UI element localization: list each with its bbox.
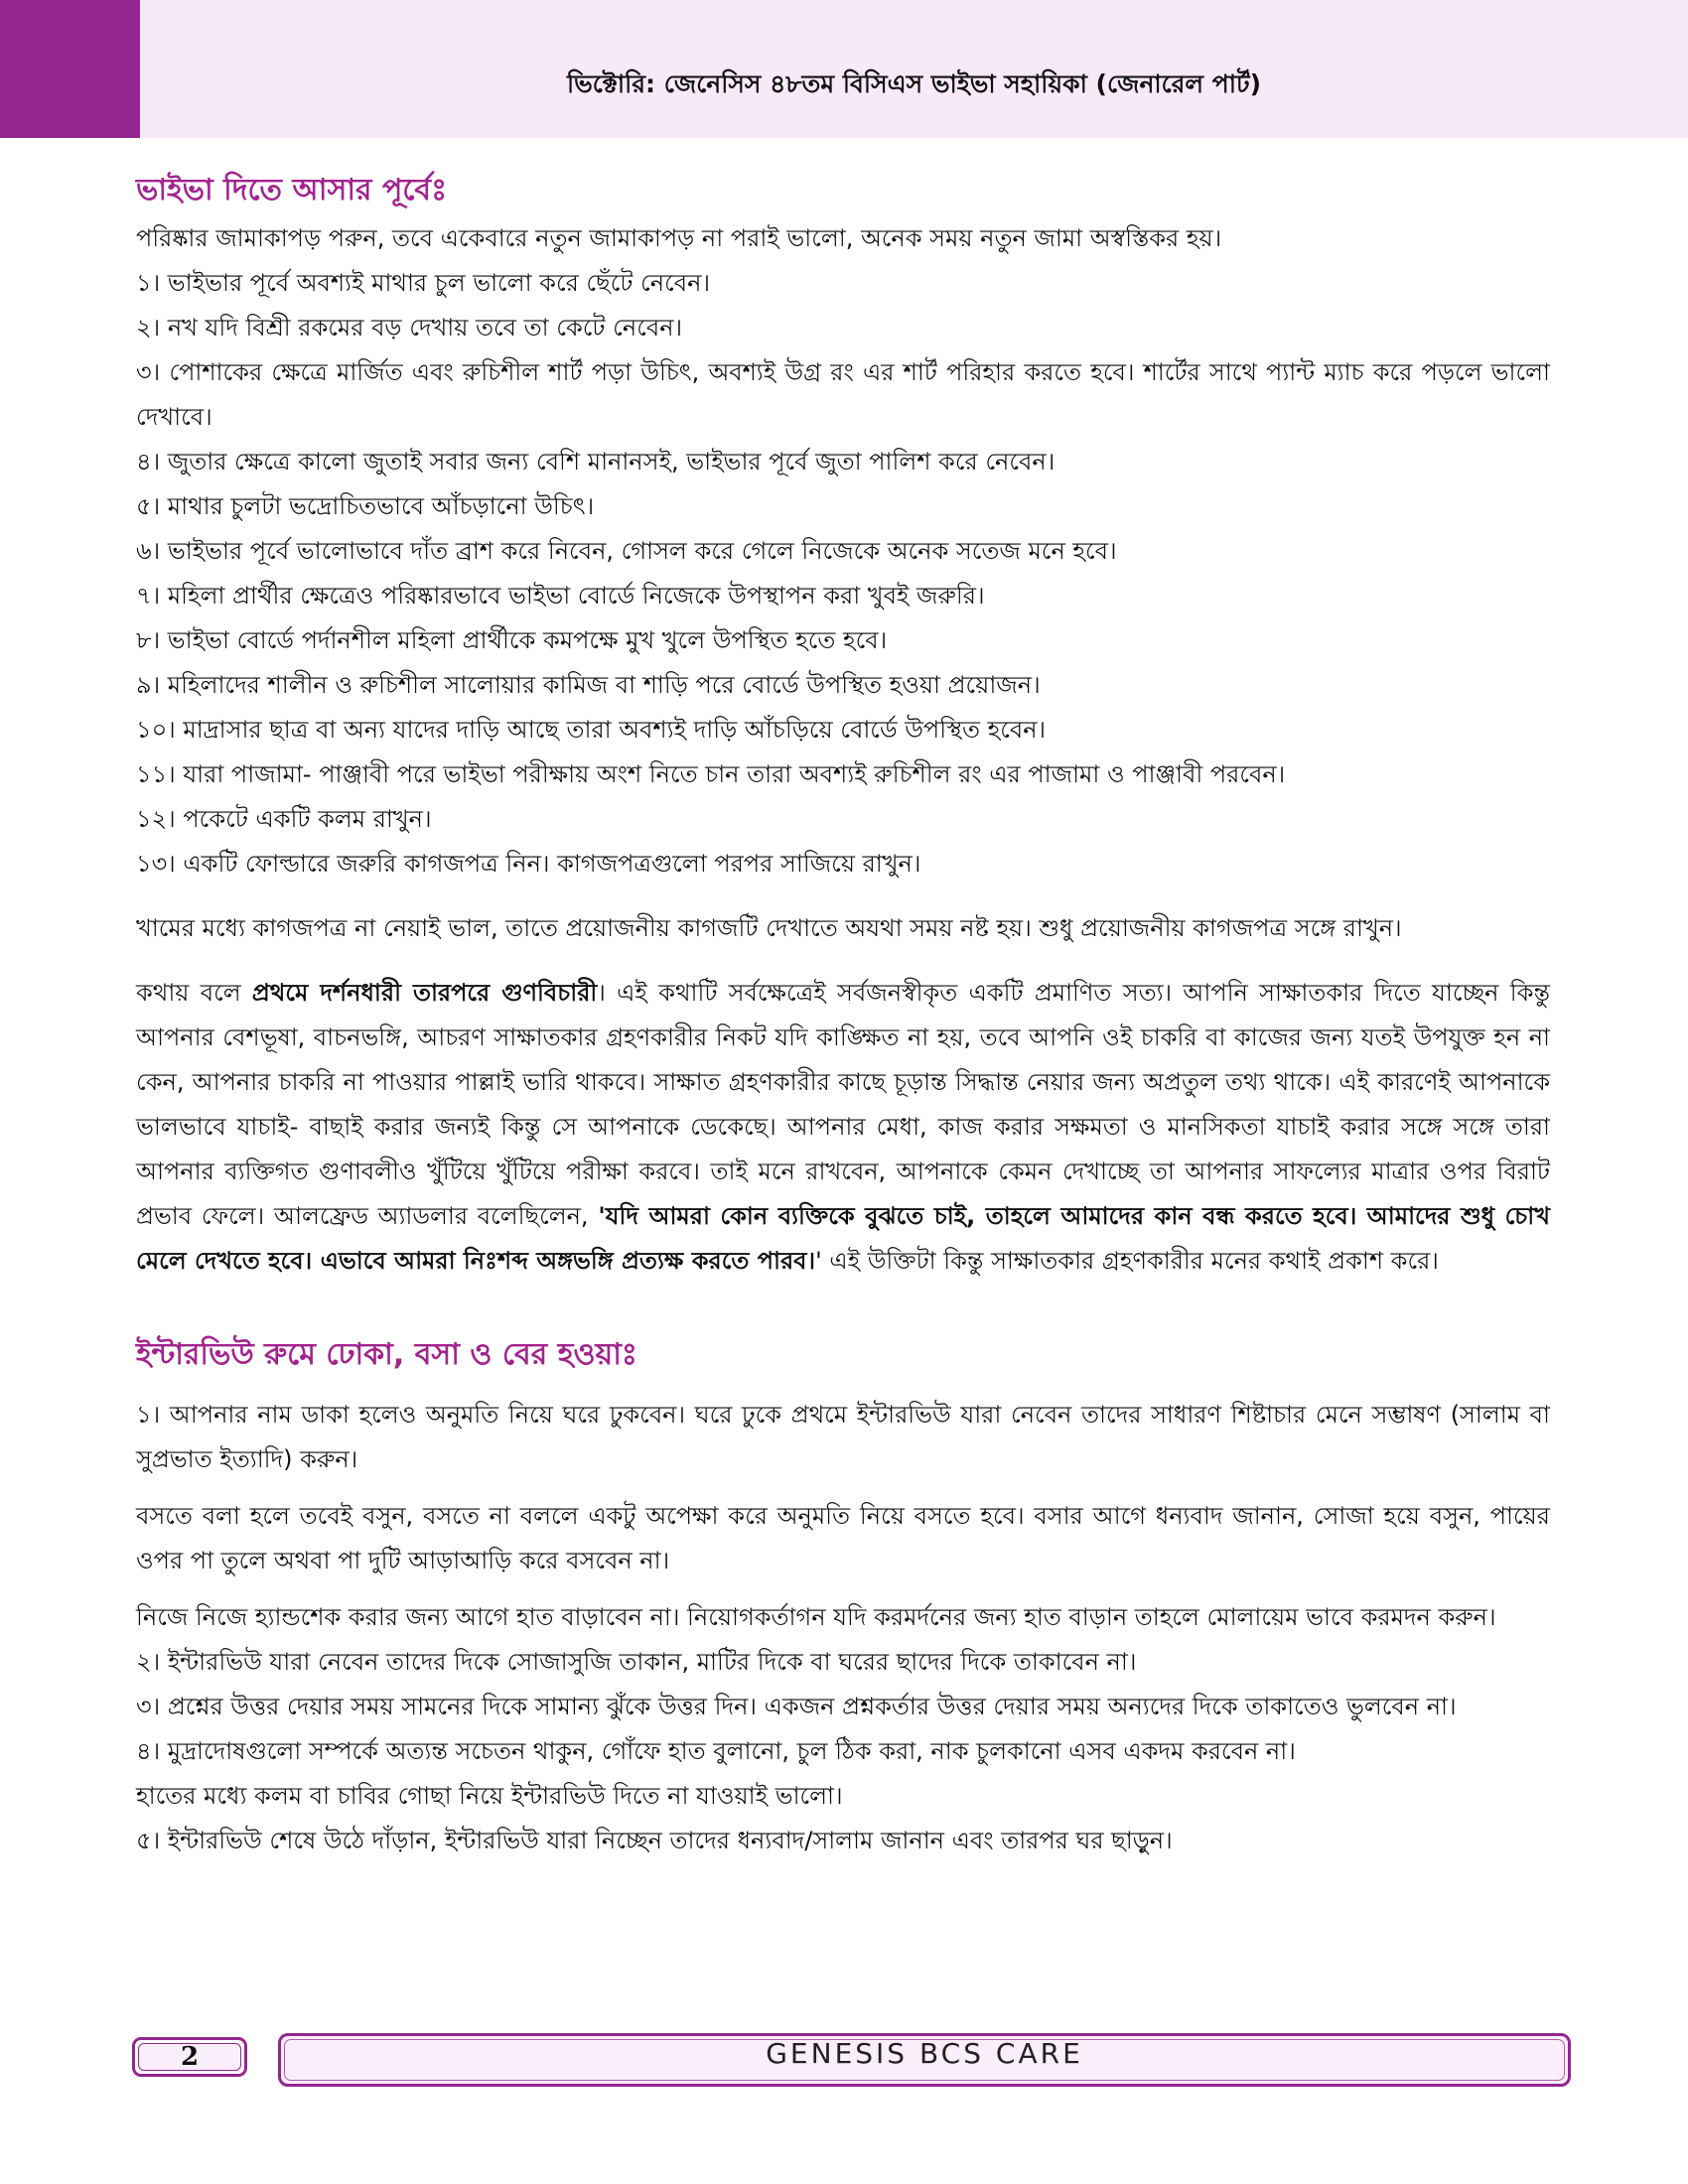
page-header-title: ভিক্টোরি: জেনেসিস ৪৮তম বিসিএস ভাইভা সহায়িকা (জেনারেল পার্ট) <box>566 69 1262 98</box>
header-accent-block <box>0 0 140 138</box>
handshake-paragraph: নিজে নিজে হ্যান্ডশেক করার জন্য আগে হাত বাড়াবেন না। নিয়োগকর্তাগন যদি করমর্দনের জন্য হাত বাড়ান তাহলে মোলায়েম ভাবে করমদন করুন। <box>136 1603 1496 1631</box>
sitting-paragraph: বসতে বলা হলে তবেই বসুন, বসতে না বললে একটু অপেক্ষা করে অনুমতি নিয়ে বসতে হবে। বসার আগে ধন্যবাদ জানান, সোজা হয়ে বসুন, পায়ের ওপর পা তুলে অথবা পা দুটি আড়াআড়ি করে বসবেন না। <box>136 1502 1550 1574</box>
section-heading-interview-room: ইন্টারভিউ রুমে ঢোকা, বসা ও বের হওয়াঃ <box>136 1337 637 1372</box>
list-item: ১। আপনার নাম ডাকা হলেও অনুমতি নিয়ে ঘরে ঢুকবেন। ঘরে ঢুকে প্রথমে ইন্টারভিউ যারা নেবেন তাদের সাধারণ শিষ্টাচার মেনে সম্ভাষণ (সালাম বা সুপ্রভাত ইত্যাদি) করুন। <box>136 1401 1550 1473</box>
footer-banner <box>278 2033 1571 2087</box>
list-item: ৫। ইন্টারভিউ শেষে উঠে দাঁড়ান, ইন্টারভিউ যারা নিচ্ছেন তাদের ধন্যবাদ/সালাম জানান এবং তারপর ঘর ছাড়ুন। <box>136 1827 1173 1854</box>
paragraph-text: কথায় বলে <box>136 979 252 1007</box>
list-item: ৮। ভাইভা বোর্ডে পর্দানশীল মহিলা প্রার্থীকে কমপক্ষে মুখ খুলে উপস্থিত হতে হবে। <box>136 626 888 654</box>
list-item: ৭। মহিলা প্রার্থীর ক্ষেত্রেও পরিষ্কারভাবে ভাইভা বোর্ডে নিজেকে উপস্থাপন করা খুবই জরুরি। <box>136 582 985 610</box>
footer-brand-text: GENESIS BCS CARE <box>766 2036 1083 2070</box>
list-item: ৯। মহিলাদের শালীন ও রুচিশীল সালোয়ার কামিজ বা শাড়ি পরে বোর্ডে উপস্থিত হওয়া প্রয়োজন। <box>136 671 1041 699</box>
intro-paragraph: পরিষ্কার জামাকাপড় পরুন, তবে একেবারে নতুন জামাকাপড় না পরাই ভালো, অনেক সময় নতুন জামা অস্বস্তিকর হয়। <box>136 224 1222 252</box>
list-item: ১। ভাইভার পূর্বে অবশ্যই মাথার চুল ভালো করে ছেঁটে নেবেন। <box>136 269 711 297</box>
envelope-note-paragraph: খামের মধ্যে কাগজপত্র না নেয়াই ভাল, তাতে প্রয়োজনীয় কাগজটি দেখাতে অযথা সময় নষ্ট হয়। শুধু প্রয়োজনীয় কাগজপত্র সঙ্গে রাখুন। <box>136 914 1402 942</box>
list-item: ৪। মুদ্রাদোষগুলো সম্পর্কে অত্যন্ত সচেতন থাকুন, গোঁফে হাত বুলানো, চুল ঠিক করা, নাক চুলকানো এসব একদম করবেন না। <box>136 1737 1296 1765</box>
page-number-box <box>132 2037 247 2077</box>
list-item: ১১। যারা পাজামা- পাঞ্জাবী পরে ভাইভা পরীক্ষায় অংশ নিতে চান তারা অবশ্যই রুচিশীল রং এর পাজামা ও পাঞ্জাবী পরবেন। <box>136 760 1286 788</box>
list-item: ৩। পোশাকের ক্ষেত্রে মার্জিত এবং রুচিশীল শার্ট পড়া উচিৎ, অবশ্যই উগ্র রং এর শার্ট পরিহার করতে হবে। শার্টের সাথে প্যান্ট ম্যাচ করে পড়লে ভালো দেখাবে। <box>136 358 1550 431</box>
proverb-bold-text: প্রথমে দর্শনধারী তারপরে গুণবিচারী <box>251 979 598 1007</box>
page-number: 2 <box>180 2042 200 2072</box>
paragraph-text: । এই কথাটি সর্বক্ষেত্রেই সর্বজনস্বীকৃত একটি প্রমাণিত সত্য। আপনি সাক্ষাতকার দিতে যাচ্ছেন কিন্তু আপনার বেশভূষা, বাচনভঙ্গি, আচরণ সাক্ষাতকার গ্রহণকারীর নিকট যদি কাঙ্ক্ষিত না হয়, তবে আপনি ওই চাকরি বা কাজের জন্য যতই উপযুক্ত হন না কেন, আপনার চাকরি না পাওয়ার পাল্লাই ভারি থাকবে। সাক্ষাত গ্রহণকারীর কাছে চূড়ান্ত সিদ্ধান্ত নেয়ার জন্য অপ্রতুল তথ্য থাকে। এই কারণেই আপনাকে ভালভাবে যাচাই- বাছাই করার জন্যই কিন্তু সে আপনাকে ডেকেছে। আপনার মেধা, কাজ করার সক্ষমতা ও মানসিকতা যাচাই করার সঙ্গে সঙ্গে তারা আপনার ব্যক্তিগত গুণাবলীও খুঁটিয়ে খুঁটিয়ে পরীক্ষা করবে। তাই মনে রাখবেন, আপনাকে কেমন দেখাচ্ছে তা আপনার সাফল্যের মাত্রার ওপর বিরাট প্রভাব ফেলে। আলফ্রেড অ্যাডলার বলেছিলেন, <box>136 979 1550 1230</box>
list-item: ২। নখ যদি বিশ্রী রকমের বড় দেখায় তবে তা কেটে নেবেন। <box>136 314 683 341</box>
list-item: ১০। মাদ্রাসার ছাত্র বা অন্য যাদের দাড়ি আছে তারা অবশ্যই দাড়ি আঁচড়িয়ে বোর্ডে উপস্থিত হবেন। <box>136 716 1047 744</box>
page-content <box>136 165 1550 1863</box>
list-item: ৫। মাথার চুলটা ভদ্রোচিতভাবে আঁচড়ানো উচিৎ। <box>136 492 595 520</box>
list-item: ১৩। একটি ফোল্ডারে জরুরি কাগজপত্র নিন। কাগজপত্রগুলো পরপর সাজিয়ে রাখুন। <box>136 850 921 878</box>
paragraph-text: ' এই উক্তিটা কিন্তু সাক্ষাতকার গ্রহণকারীর মনের কথাই প্রকাশ করে। <box>815 1247 1439 1275</box>
list-item: ৪। জুতার ক্ষেত্রে কালো জুতাই সবার জন্য বেশি মানানসই, ভাইভার পূর্বে জুতা পালিশ করে নেবেন। <box>136 448 1055 476</box>
first-impression-paragraph <box>136 971 1550 1284</box>
adler-quote-bold-text: 'যদি আমরা কোন ব্যক্তিকে বুঝতে চাই, তাহলে আমাদের কান বন্ধ করতে হবে। আমাদের শুধু চোখ মেলে দেখতে হবে। এভাবে আমরা নিঃশব্দ অঙ্গভঙ্গি প্রত্যক্ষ করতে পারব। <box>136 1202 1550 1275</box>
section-heading-before-viva: ভাইভা দিতে আসার পূর্বেঃ <box>136 173 448 207</box>
list-item: ৬। ভাইভার পূর্বে ভালোভাবে দাঁত ব্রাশ করে নিবেন, গোসল করে গেলে নিজেকে অনেক সতেজ মনে হবে। <box>136 537 1117 565</box>
list-item-extra: হাতের মধ্যে কলম বা চাবির গোছা নিয়ে ইন্টারভিউ দিতে না যাওয়াই ভালো। <box>136 1782 843 1810</box>
list-item: ১২। পকেটে একটি কলম রাখুন। <box>136 805 432 833</box>
list-item: ৩। প্রশ্নের উত্তর দেয়ার সময় সামনের দিকে সামান্য ঝুঁকে উত্তর দিন। একজন প্রশ্নকর্তার উত্তর দেয়ার সময় অন্যদের দিকে তাকাতেও ভুলবেন না। <box>136 1693 1457 1720</box>
list-item: ২। ইন্টারভিউ যারা নেবেন তাদের দিকে সোজাসুজি তাকান, মাটির দিকে বা ঘরের ছাদের দিকে তাকাবেন না। <box>136 1648 1137 1676</box>
